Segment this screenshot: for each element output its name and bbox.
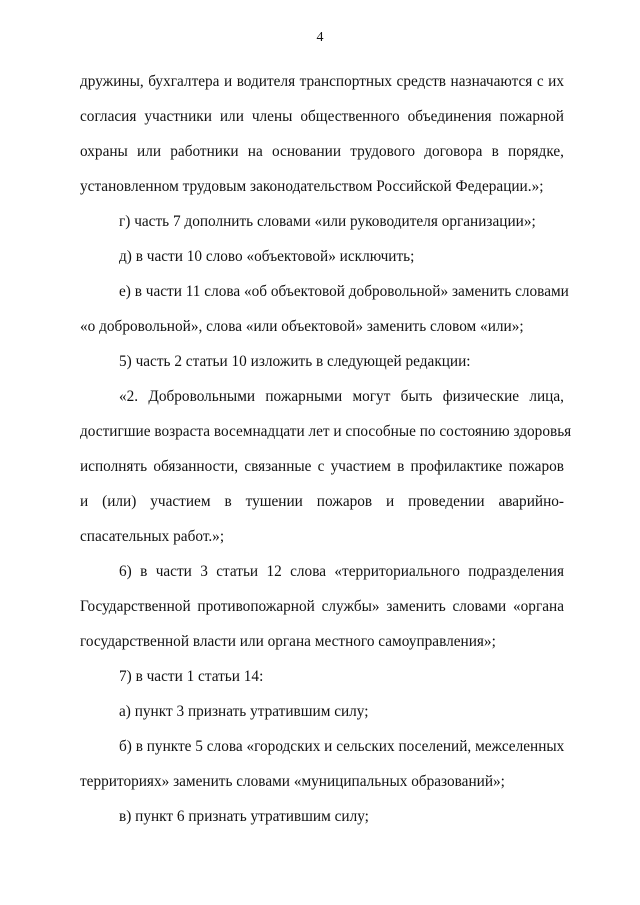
text-line: в) пункт 6 признать утратившим силу; — [119, 808, 369, 825]
text-line: дружины, бухгалтера и водителя транспортных средств назначаются с их — [80, 73, 564, 90]
text-line: Государственной противопожарной службы» заменить словами «органа — [80, 598, 564, 615]
text-line: а) пункт 3 признать утратившим силу; — [119, 703, 369, 720]
text-line: спасательных работ.»; — [80, 528, 225, 545]
text-line: и (или) участием в тушении пожаров и проведении аварийно- — [80, 493, 564, 510]
text-line: охраны или работники на основании трудового договора в порядке, — [80, 143, 564, 160]
text-line: «2. Добровольными пожарными могут быть физические лица, — [119, 388, 564, 405]
text-line: установленном трудовым законодательством Российской Федерации.»; — [80, 178, 544, 195]
text-line: территориях» заменить словами «муниципальных образований»; — [80, 773, 505, 790]
text-line: д) в части 10 слово «объектовой» исключить; — [119, 248, 415, 265]
text-line: исполнять обязанности, связанные с участием в профилактике пожаров — [80, 458, 564, 475]
text-line: согласия участники или члены общественного объединения пожарной — [80, 108, 564, 125]
text-line: 5) часть 2 статьи 10 изложить в следующей редакции: — [119, 353, 471, 370]
text-line: достигшие возраста восемнадцати лет и способные по состоянию здоровья — [80, 423, 572, 440]
text-line: «о добровольной», слова «или объектовой» заменить словом «или»; — [80, 318, 524, 335]
text-line: е) в части 11 слова «об объектовой добровольной» заменить словами — [119, 283, 569, 300]
text-line: г) часть 7 дополнить словами «или руководителя организации»; — [119, 213, 536, 230]
text-line: государственной власти или органа местного самоуправления»; — [80, 633, 496, 650]
text-line: б) в пункте 5 слова «городских и сельских поселений, межселенных — [119, 738, 565, 755]
page-number: 4 — [316, 30, 324, 45]
text-line: 7) в части 1 статьи 14: — [119, 668, 264, 685]
text-line: 6) в части 3 статьи 12 слова «территориального подразделения — [119, 563, 564, 580]
